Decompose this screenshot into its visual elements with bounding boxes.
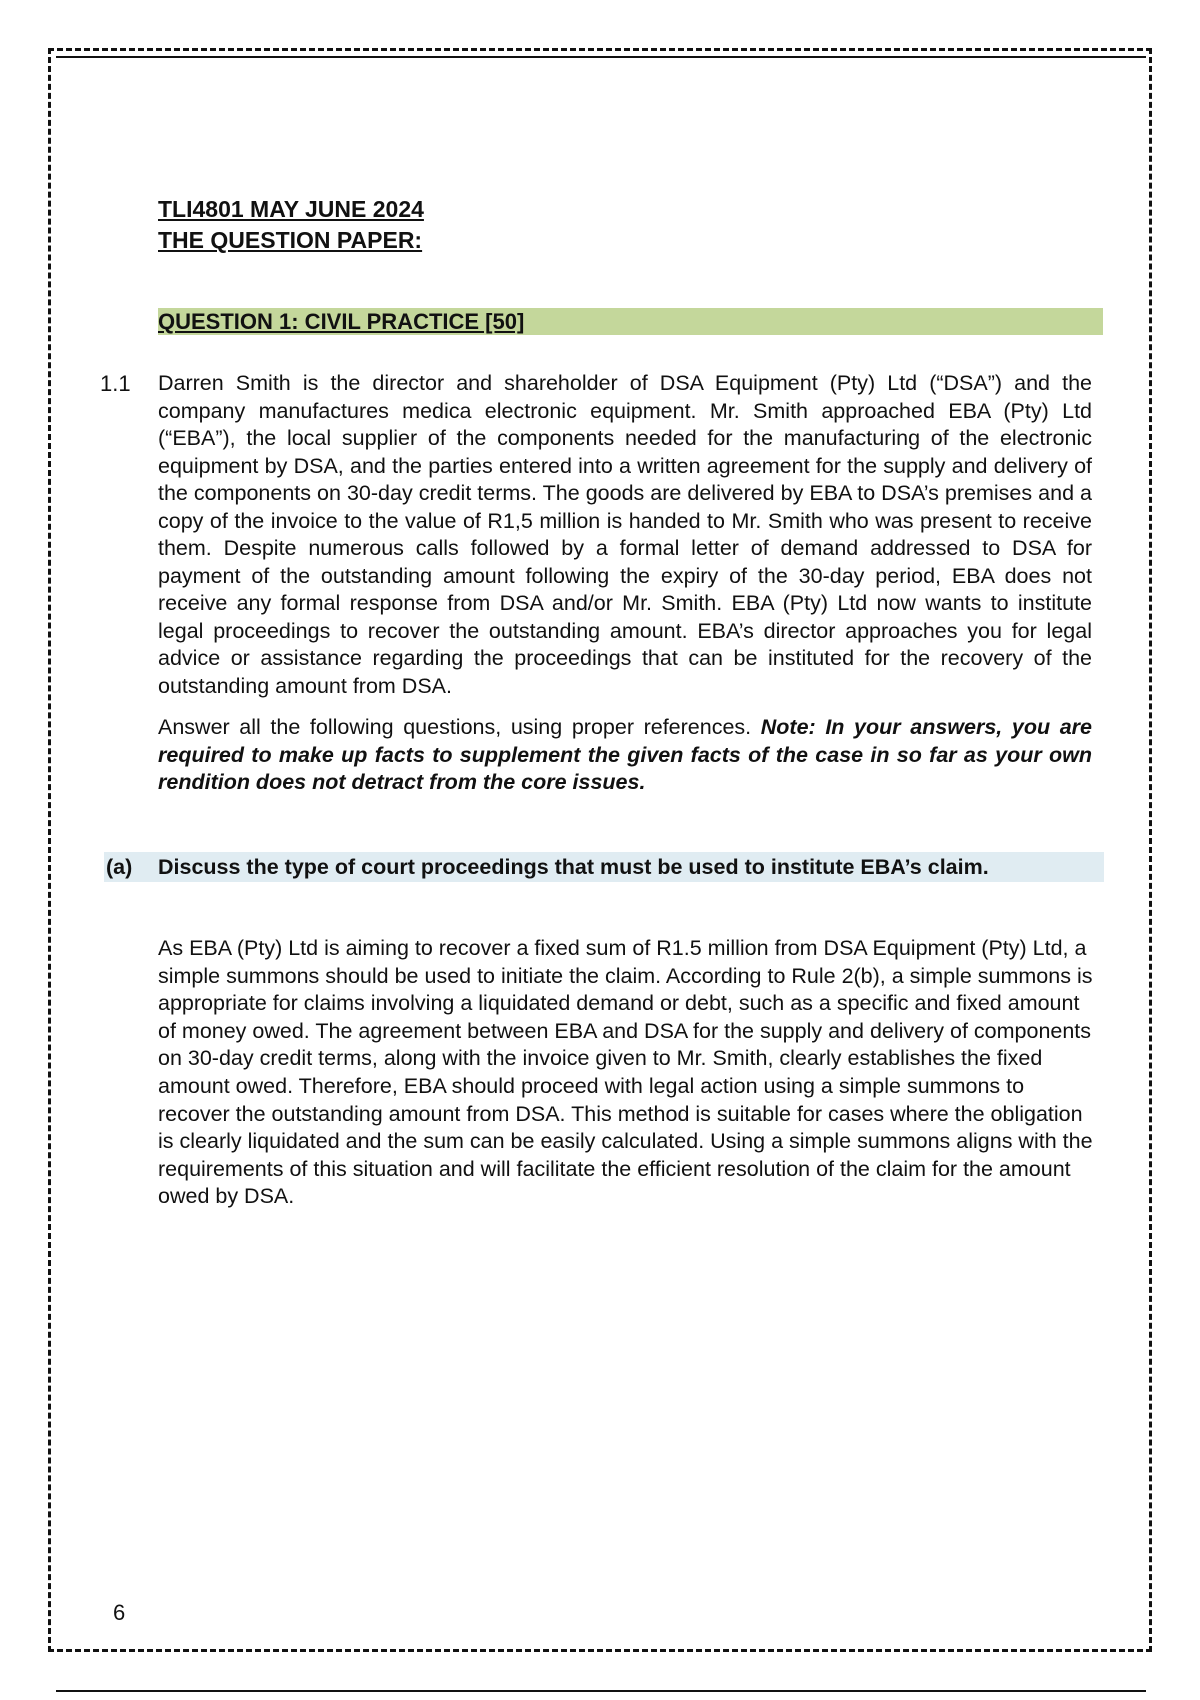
top-rule <box>56 56 1146 58</box>
answer-text: As EBA (Pty) Ltd is aiming to recover a fixed sum of R1.5 million from DSA Equipment (Pty) Ltd, a simple summons should be used to initiate the claim. According to Rule 2(b), a simple summons is appropriate for claims involving a liquidated demand or debt, such as a specific and fixed amount of money owed. The agreement between EBA and DSA for the supply and delivery of components on 30-day credit terms, along with the invoice given to Mr. Smith, clearly establishes the fixed amount owed. Therefore, EBA should proceed with legal action using a simple summons to recover the outstanding amount from DSA. This method is suitable for cases where the obligation is clearly liquidated and the sum can be easily calculated. Using a simple summons aligns with the requirements of this situation and will facilitate the efficient resolution of the claim for the amount owed by DSA. <box>158 936 1093 1209</box>
sub-question-text: Discuss the type of court proceedings that must be used to institute EBA’s claim. <box>158 855 989 879</box>
course-title: TLI4801 MAY JUNE 2024 <box>158 196 424 222</box>
document-header <box>158 194 424 256</box>
sub-question <box>104 852 1104 882</box>
paper-title: THE QUESTION PAPER: <box>158 227 423 253</box>
page-border <box>48 48 1152 1652</box>
case-facts <box>158 370 1092 811</box>
question-banner <box>158 308 1103 335</box>
instructions <box>158 714 1092 797</box>
instruction-text: Answer all the following questions, using proper references. <box>158 715 761 739</box>
sub-question-label: (a) <box>106 855 133 879</box>
case-facts-text: Darren Smith is the director and shareholder of DSA Equipment (Pty) Ltd (“DSA”) and the company manufactures medica electronic equipment. Mr. Smith approached EBA (Pty) Ltd (“EBA”), the local supplier of the components needed for the manufacturing of the electronic equipment by DSA, and the parties entered into a written agreement for the supply and delivery of the components on 30-day credit terms. The goods are delivered by EBA to DSA’s premises and a copy of the invoice to the value of R1,5 million is handed to Mr. Smith who was present to receive them. Despite numerous calls followed by a formal letter of demand addressed to DSA for payment of the outstanding amount following the expiry of the 30-day period, EBA does not receive any formal response from DSA and/or Mr. Smith. EBA (Pty) Ltd now wants to institute legal proceedings to recover the outstanding amount. EBA’s director approaches you for legal advice or assistance regarding the proceedings that can be instituted for the recovery of the outstanding amount from DSA. <box>158 371 1092 698</box>
paragraph-number: 1.1 <box>100 371 131 396</box>
instruction-note: Note: In your answers, you are required to make up facts to supplement the given facts of the case in so far as your own rendition does not detract from the core issues. <box>158 715 1092 794</box>
question-title: QUESTION 1: CIVIL PRACTICE [50] <box>158 309 525 334</box>
bottom-rule <box>56 1690 1146 1692</box>
page-number: 6 <box>113 1600 126 1625</box>
